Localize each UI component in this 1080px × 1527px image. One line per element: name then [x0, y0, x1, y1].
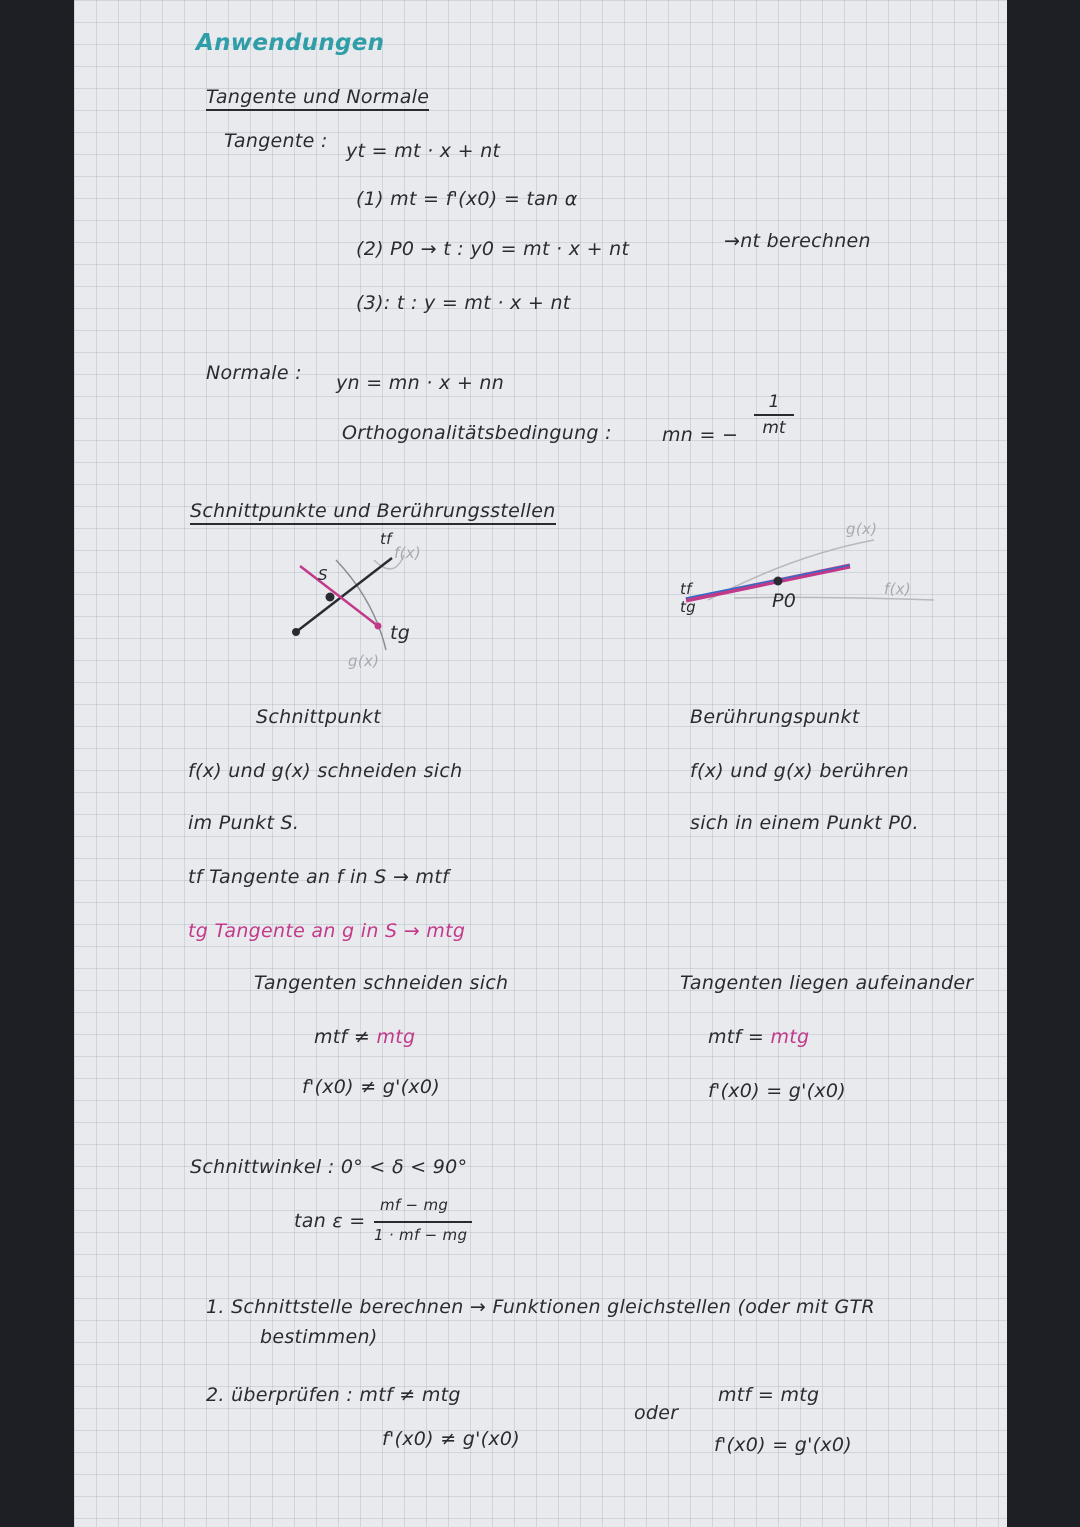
left-line-2: im Punkt S. [188, 812, 300, 834]
tangent-step-2-note: →nt berechnen [724, 230, 871, 252]
tf-symbol: tf [188, 866, 203, 888]
procedure-step-1: 1. Schnittstelle berechnen → Funktionen gleichstellen (oder mit GTR [206, 1296, 875, 1318]
tf-text: Tangente an f in S → mtf [209, 866, 450, 888]
tan-label: tan ε = [294, 1210, 366, 1232]
procedure-step-2-derivative: f'(x0) ≠ g'(x0) [382, 1428, 521, 1450]
angle-condition: Schnittwinkel : 0° < δ < 90° [190, 1156, 468, 1178]
left-derivative-compare: f'(x0) ≠ g'(x0) [302, 1076, 441, 1098]
left-line-1: f(x) und g(x) schneiden sich [188, 760, 463, 782]
left-diagram-label-s: S [318, 566, 328, 584]
right-diagram-label-tg: tg [680, 598, 697, 616]
normal-equation: yn = mn · x + nn [336, 372, 505, 394]
left-title-schnittpunkt: Schnittpunkt [256, 706, 381, 728]
right-slope-compare [708, 1026, 809, 1048]
left-tf-endpoint [292, 628, 300, 636]
tangent-step-1: (1) mt = f'(x0) = tan α [356, 188, 578, 210]
right-line-2: sich in einem Punkt P0. [690, 812, 919, 834]
left-diagram-label-tg: tg [390, 622, 411, 644]
normal-label: Normale : [206, 362, 302, 384]
right-eq: = [747, 1026, 765, 1048]
left-m-f: mtf [314, 1026, 348, 1048]
fraction-numerator: 1 [768, 392, 780, 412]
touch-point-p0 [774, 577, 783, 586]
left-neq: ≠ [353, 1026, 371, 1048]
orthogonality-label: Orthogonalitätsbedingung : [342, 422, 612, 444]
left-diagram-label-tf: tf [380, 530, 392, 548]
procedure-step-2: 2. überprüfen : mtf ≠ mtg [206, 1384, 461, 1406]
right-tangent-tg [686, 566, 850, 600]
section-title-intersections: Schnittpunkte und Berührungsstellen [190, 500, 556, 525]
right-diagram-label-p0: P0 [772, 590, 797, 612]
tf-definition [188, 866, 449, 888]
left-diagram-label-f: f(x) [394, 544, 422, 562]
tan-denominator: 1 · mf − mg [374, 1226, 468, 1244]
orthogonality-lhs: mn = − [662, 424, 739, 446]
page-heading: Anwendungen [196, 30, 385, 56]
right-tangent-tf [686, 565, 850, 598]
right-m-g: mtg [770, 1026, 810, 1048]
left-slope-compare [314, 1026, 415, 1048]
right-diagram-label-g: g(x) [846, 520, 878, 538]
section-title-tangent-normal: Tangente und Normale [206, 86, 429, 111]
right-line-1: f(x) und g(x) berühren [690, 760, 909, 782]
right-diagram-label-f: f(x) [884, 580, 912, 598]
right-tangents-lie: Tangenten liegen aufeinander [680, 972, 974, 994]
left-tg-endpoint [375, 623, 382, 630]
tangent-step-3: (3): t : y = mt · x + nt [356, 292, 571, 314]
right-title-beruehrungspunkt: Berührungspunkt [690, 706, 860, 728]
fraction-denominator: mt [762, 418, 786, 438]
tg-definition [188, 920, 465, 942]
tan-numerator: mf − mg [380, 1196, 449, 1214]
curve-g-sketch [336, 560, 386, 650]
notebook-page [74, 0, 1007, 1527]
tangent-label: Tangente : [224, 130, 328, 152]
tangent-equation: yt = mt · x + nt [346, 140, 501, 162]
left-tangent-tg [300, 566, 378, 626]
procedure-or: oder [634, 1402, 679, 1424]
procedure-step-2-alt-derivative: f'(x0) = g'(x0) [714, 1434, 853, 1456]
left-tangents-cut: Tangenten schneiden sich [254, 972, 509, 994]
left-diagram-label-g: g(x) [348, 652, 380, 670]
right-diagram-label-tf: tf [680, 580, 692, 598]
tangent-step-2: (2) P0 → t : y0 = mt · x + nt [356, 238, 630, 260]
tg-text: Tangente an g in S → mtg [214, 920, 466, 942]
left-m-g: mtg [376, 1026, 416, 1048]
intersection-point-s [326, 593, 335, 602]
procedure-step-2-alt: mtf = mtg [718, 1384, 820, 1406]
right-m-f: mtf [708, 1026, 742, 1048]
tg-symbol: tg [188, 920, 209, 942]
procedure-step-1-cont: bestimmen) [260, 1326, 378, 1348]
right-derivative-compare: f'(x0) = g'(x0) [708, 1080, 847, 1102]
